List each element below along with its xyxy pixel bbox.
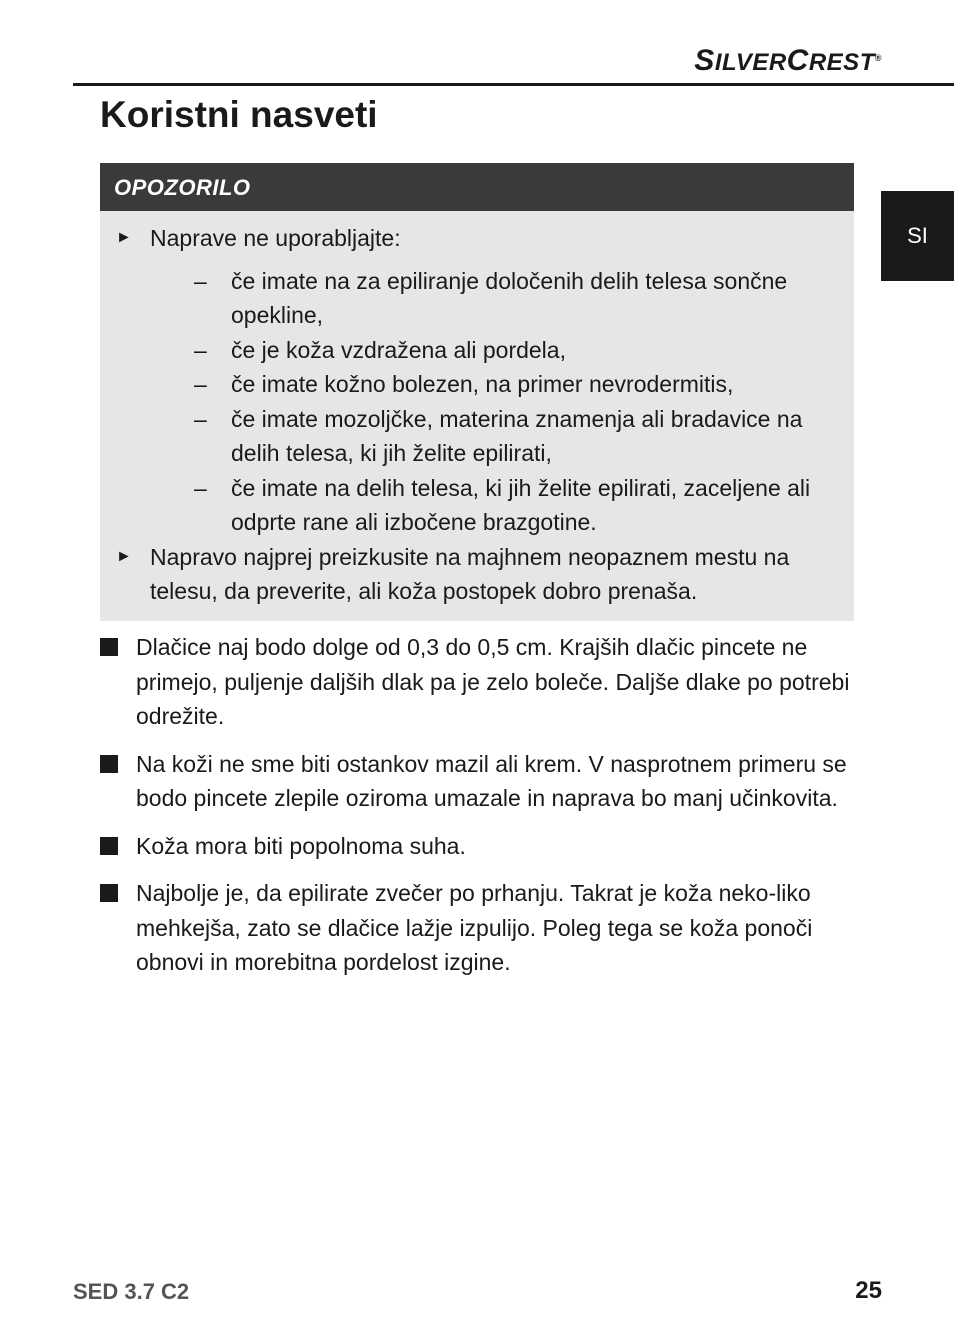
warning-subitem: – če imate mozoljčke, materina znamenja ali bradavice na delih telesa, ki jih želite epilirati, <box>150 402 834 471</box>
arrow-bullet-icon: ► <box>116 229 132 246</box>
tip-item: Dlačice naj bodo dolge od 0,3 do 0,5 cm. Krajših dlačic pincete ne primejo, puljenje daljših dlak pa je zelo boleče. Daljše dlake po potrebi odrežite. <box>100 630 860 734</box>
warning-item-text: Napravo najprej preizkusite na majhnem neopaznem mestu na telesu, da preverite, ali koža postopek dobro prenaša. <box>150 543 790 604</box>
page-number: 25 <box>855 1277 882 1304</box>
warning-item <box>100 540 854 609</box>
warning-heading: OPOZORILO <box>100 163 854 211</box>
warning-subitem: – če imate kožno bolezen, na primer nevrodermitis, <box>150 367 834 402</box>
square-bullet-icon <box>100 638 118 656</box>
language-tab-label: SI <box>907 223 928 248</box>
tips-list <box>100 630 860 993</box>
arrow-bullet-icon: ► <box>116 547 132 565</box>
dash-bullet-icon: – <box>194 336 207 363</box>
warning-item <box>100 221 854 540</box>
dash-bullet-icon: – <box>194 405 207 432</box>
language-tab <box>881 191 954 281</box>
warning-box <box>100 163 854 621</box>
square-bullet-icon <box>100 884 118 902</box>
warning-item-text: Naprave ne uporabljajte: <box>150 225 401 251</box>
warning-subitem: – če je koža vzdražena ali pordela, <box>150 333 834 368</box>
tip-item: Na koži ne sme biti ostankov mazil ali krem. V nasprotnem primeru se bodo pincete zlepile oziroma umazale in naprava bo manj učinkovita. <box>100 747 860 816</box>
tip-item: Koža mora biti popolnoma suha. <box>100 829 860 864</box>
warning-sublist <box>150 264 834 540</box>
warning-subitem: – če imate na za epiliranje določenih delih telesa sončne opekline, <box>150 264 834 333</box>
square-bullet-icon <box>100 837 118 855</box>
warning-list <box>100 211 854 609</box>
page-title: Koristni nasveti <box>100 94 378 135</box>
warning-subitem: – če imate na delih telesa, ki jih želite epilirati, zaceljene ali odprte rane ali izbočene brazgotine. <box>150 471 834 540</box>
header-rule <box>73 83 954 86</box>
footer-model: SED 3.7 C2 <box>73 1279 190 1304</box>
dash-bullet-icon: – <box>194 474 207 501</box>
dash-bullet-icon: – <box>194 267 207 294</box>
tip-item: Najbolje je, da epilirate zvečer po prhanju. Takrat je koža neko-liko mehkejša, zato se dlačice lažje izpulijo. Poleg tega se koža ponoči obnovi in morebitna pordelost izgine. <box>100 876 860 980</box>
dash-bullet-icon: – <box>194 371 207 397</box>
brand-logo: SILVERCREST® <box>694 44 882 77</box>
square-bullet-icon <box>100 755 118 773</box>
